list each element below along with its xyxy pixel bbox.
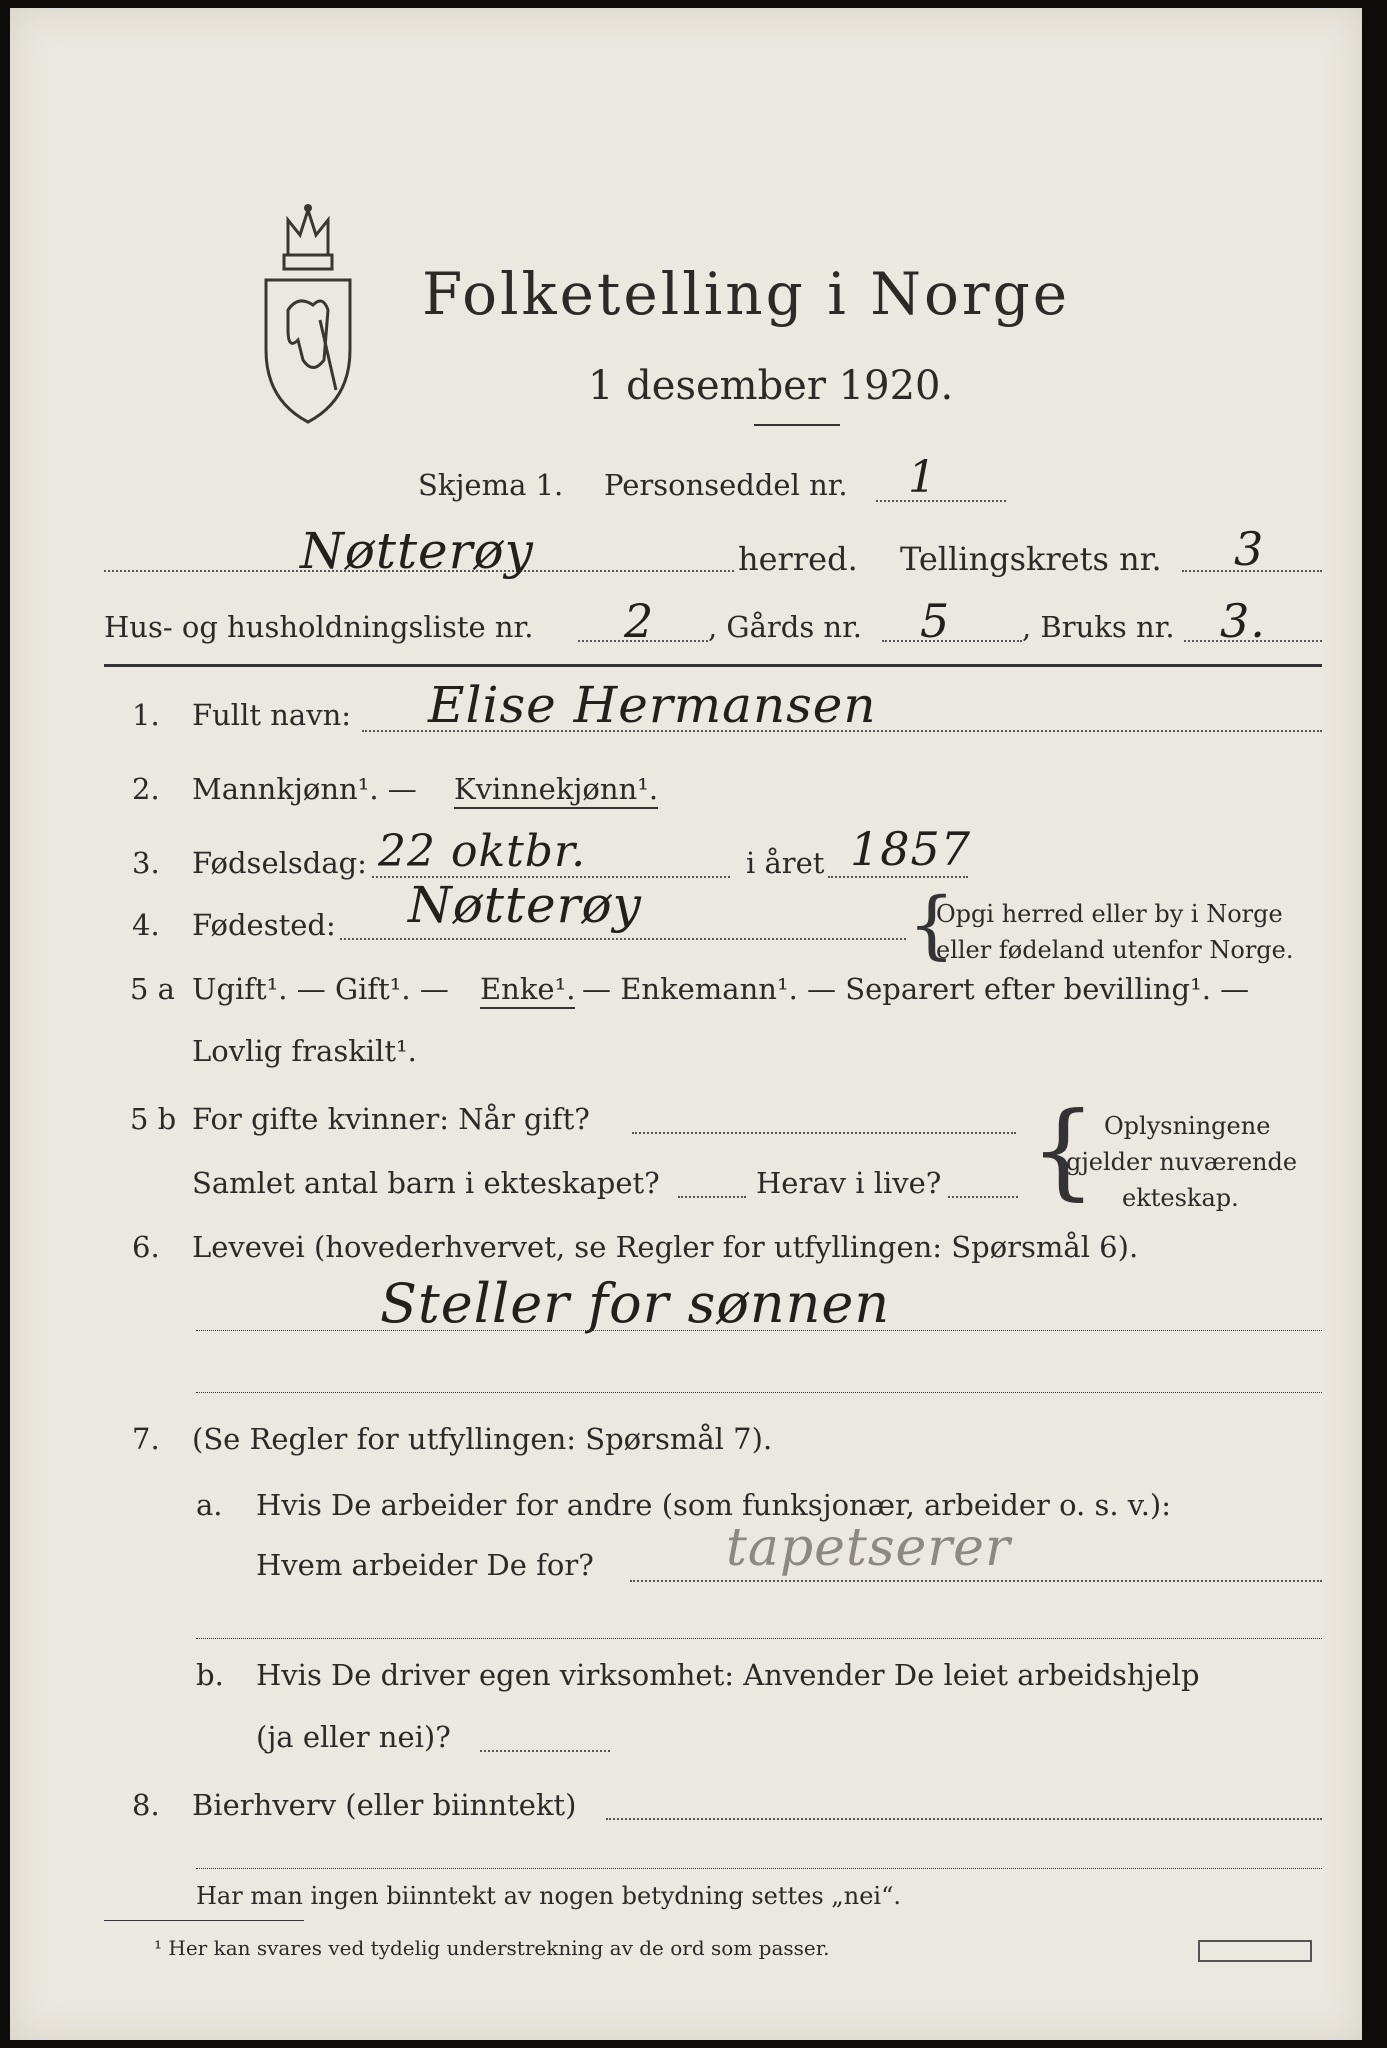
q2-male-option: Mannkjønn¹. —: [192, 772, 417, 806]
q3-year-field-line: [828, 876, 968, 878]
q5b-brace: {: [1030, 1089, 1097, 1211]
q8-field-line2: [196, 1868, 1322, 1869]
header-divider: [104, 664, 1322, 667]
q3-label: Fødselsdag:: [192, 846, 367, 880]
q5b-note-line1: Oplysningene: [1104, 1112, 1271, 1140]
q5a-line2: Lovlig fraskilt¹.: [192, 1034, 417, 1068]
q4-number: 4.: [132, 908, 160, 942]
birthplace-value[interactable]: Nøtterøy: [408, 876, 642, 934]
q4-label: Fødested:: [192, 908, 336, 942]
q3-number: 3.: [132, 846, 160, 880]
tellingskrets-value[interactable]: 3: [1234, 522, 1265, 576]
birth-year-value[interactable]: 1857: [850, 822, 972, 876]
q5b-number: 5 b: [130, 1102, 177, 1136]
q5b-when-field-line: [632, 1132, 1016, 1134]
q5b-line1: For gifte kvinner: Når gift?: [192, 1102, 590, 1136]
q7b-field-line: [480, 1750, 610, 1752]
personseddel-value[interactable]: 1: [908, 452, 937, 503]
q7b-line1: Hvis De driver egen virksomhet: Anvender De leiet arbeidshjelp: [256, 1658, 1200, 1692]
q7a-field-line: [630, 1580, 1322, 1582]
q7a-line1: Hvis De arbeider for andre (som funksjonær, arbeider o. s. v.):: [256, 1488, 1172, 1522]
q5a-options-rest: — Enkemann¹. — Separert efter bevilling¹. —: [582, 972, 1250, 1006]
title-divider: [754, 424, 840, 426]
q6-field-line2: [196, 1392, 1322, 1393]
gards-value[interactable]: 5: [920, 594, 951, 648]
personseddel-field-line: [876, 500, 1006, 502]
gards-label: , Gårds nr.: [708, 610, 862, 644]
q7a-letter: a.: [196, 1488, 223, 1522]
q8-field-line: [606, 1818, 1322, 1820]
q5b-children-field-line: [678, 1196, 746, 1198]
occupation-value[interactable]: Steller for sønnen: [380, 1272, 891, 1335]
q5a-options-start: Ugift¹. — Gift¹. —: [192, 972, 449, 1006]
q8-number: 8.: [132, 1788, 160, 1822]
q6-field-line1: [196, 1330, 1322, 1331]
q4-field-line: [340, 938, 906, 940]
tellingskrets-label: Tellingskrets nr.: [900, 540, 1162, 578]
q2-number: 2.: [132, 772, 160, 806]
q5a-number: 5 a: [130, 972, 175, 1006]
footnote-rule: [104, 1920, 304, 1921]
q7a-line2: Hvem arbeider De for?: [256, 1548, 594, 1582]
q4-brace: {: [908, 882, 956, 968]
q7b-line2: (ja eller nei)?: [256, 1720, 451, 1754]
census-form-page: [10, 8, 1362, 2040]
q5b-children-label: Samlet antal barn i ekteskapet?: [192, 1166, 660, 1200]
q5b-note-line3: ekteskap.: [1122, 1184, 1239, 1212]
q7a-field-line2: [196, 1638, 1322, 1639]
q5a-enke-underlined: Enke¹.: [480, 972, 575, 1009]
herred-value[interactable]: Nøtterøy: [300, 522, 534, 580]
hus-label: Hus- og husholdningsliste nr.: [104, 610, 534, 644]
q6-number: 6.: [132, 1230, 160, 1264]
q5b-alive-label: Herav i live?: [756, 1166, 942, 1200]
bruks-label: , Bruks nr.: [1022, 610, 1175, 644]
q4-note-line1: Opgi herred eller by i Norge: [936, 900, 1283, 928]
q7-number: 7.: [132, 1422, 160, 1456]
employer-value-pencil[interactable]: tapetserer: [726, 1518, 1011, 1578]
gards-field-line: [882, 640, 1022, 642]
footnote: ¹ Her kan svares ved tydelig understrekning av de ord som passer.: [154, 1936, 830, 1960]
q1-label: Fullt navn:: [192, 698, 352, 732]
q2-female-option-underlined: Kvinnekjønn¹.: [454, 772, 658, 809]
full-name-value[interactable]: Elise Hermansen: [428, 676, 877, 734]
bruks-value[interactable]: 3.: [1220, 594, 1266, 648]
q7-label: (Se Regler for utfyllingen: Spørsmål 7).: [192, 1422, 773, 1456]
skjema-label: Skjema 1.: [418, 468, 564, 502]
form-title: Folketelling i Norge: [422, 260, 1071, 328]
q6-label: Levevei (hovederhvervet, se Regler for utfyllingen: Spørsmål 6).: [192, 1230, 1139, 1264]
q5b-note-line2: gjelder nuværende: [1066, 1148, 1298, 1176]
printer-mark-stamp: [1198, 1940, 1312, 1962]
hus-value[interactable]: 2: [624, 594, 655, 648]
no-income-note: Har man ingen biinntekt av nogen betydning settes „nei“.: [196, 1882, 901, 1910]
personseddel-label: Personseddel nr.: [604, 468, 848, 502]
coat-of-arms-icon: [258, 200, 358, 430]
q8-label: Bierhverv (eller biinntekt): [192, 1788, 577, 1822]
herred-label: herred.: [738, 540, 858, 578]
birthday-value[interactable]: 22 oktbr.: [378, 826, 587, 877]
q3-year-label: i året: [746, 846, 825, 880]
q5b-alive-field-line: [948, 1196, 1018, 1198]
q1-number: 1.: [132, 698, 160, 732]
q4-note-line2: eller fødeland utenfor Norge.: [936, 936, 1294, 964]
q7b-letter: b.: [196, 1658, 224, 1692]
form-date: 1 desember 1920.: [588, 363, 954, 409]
